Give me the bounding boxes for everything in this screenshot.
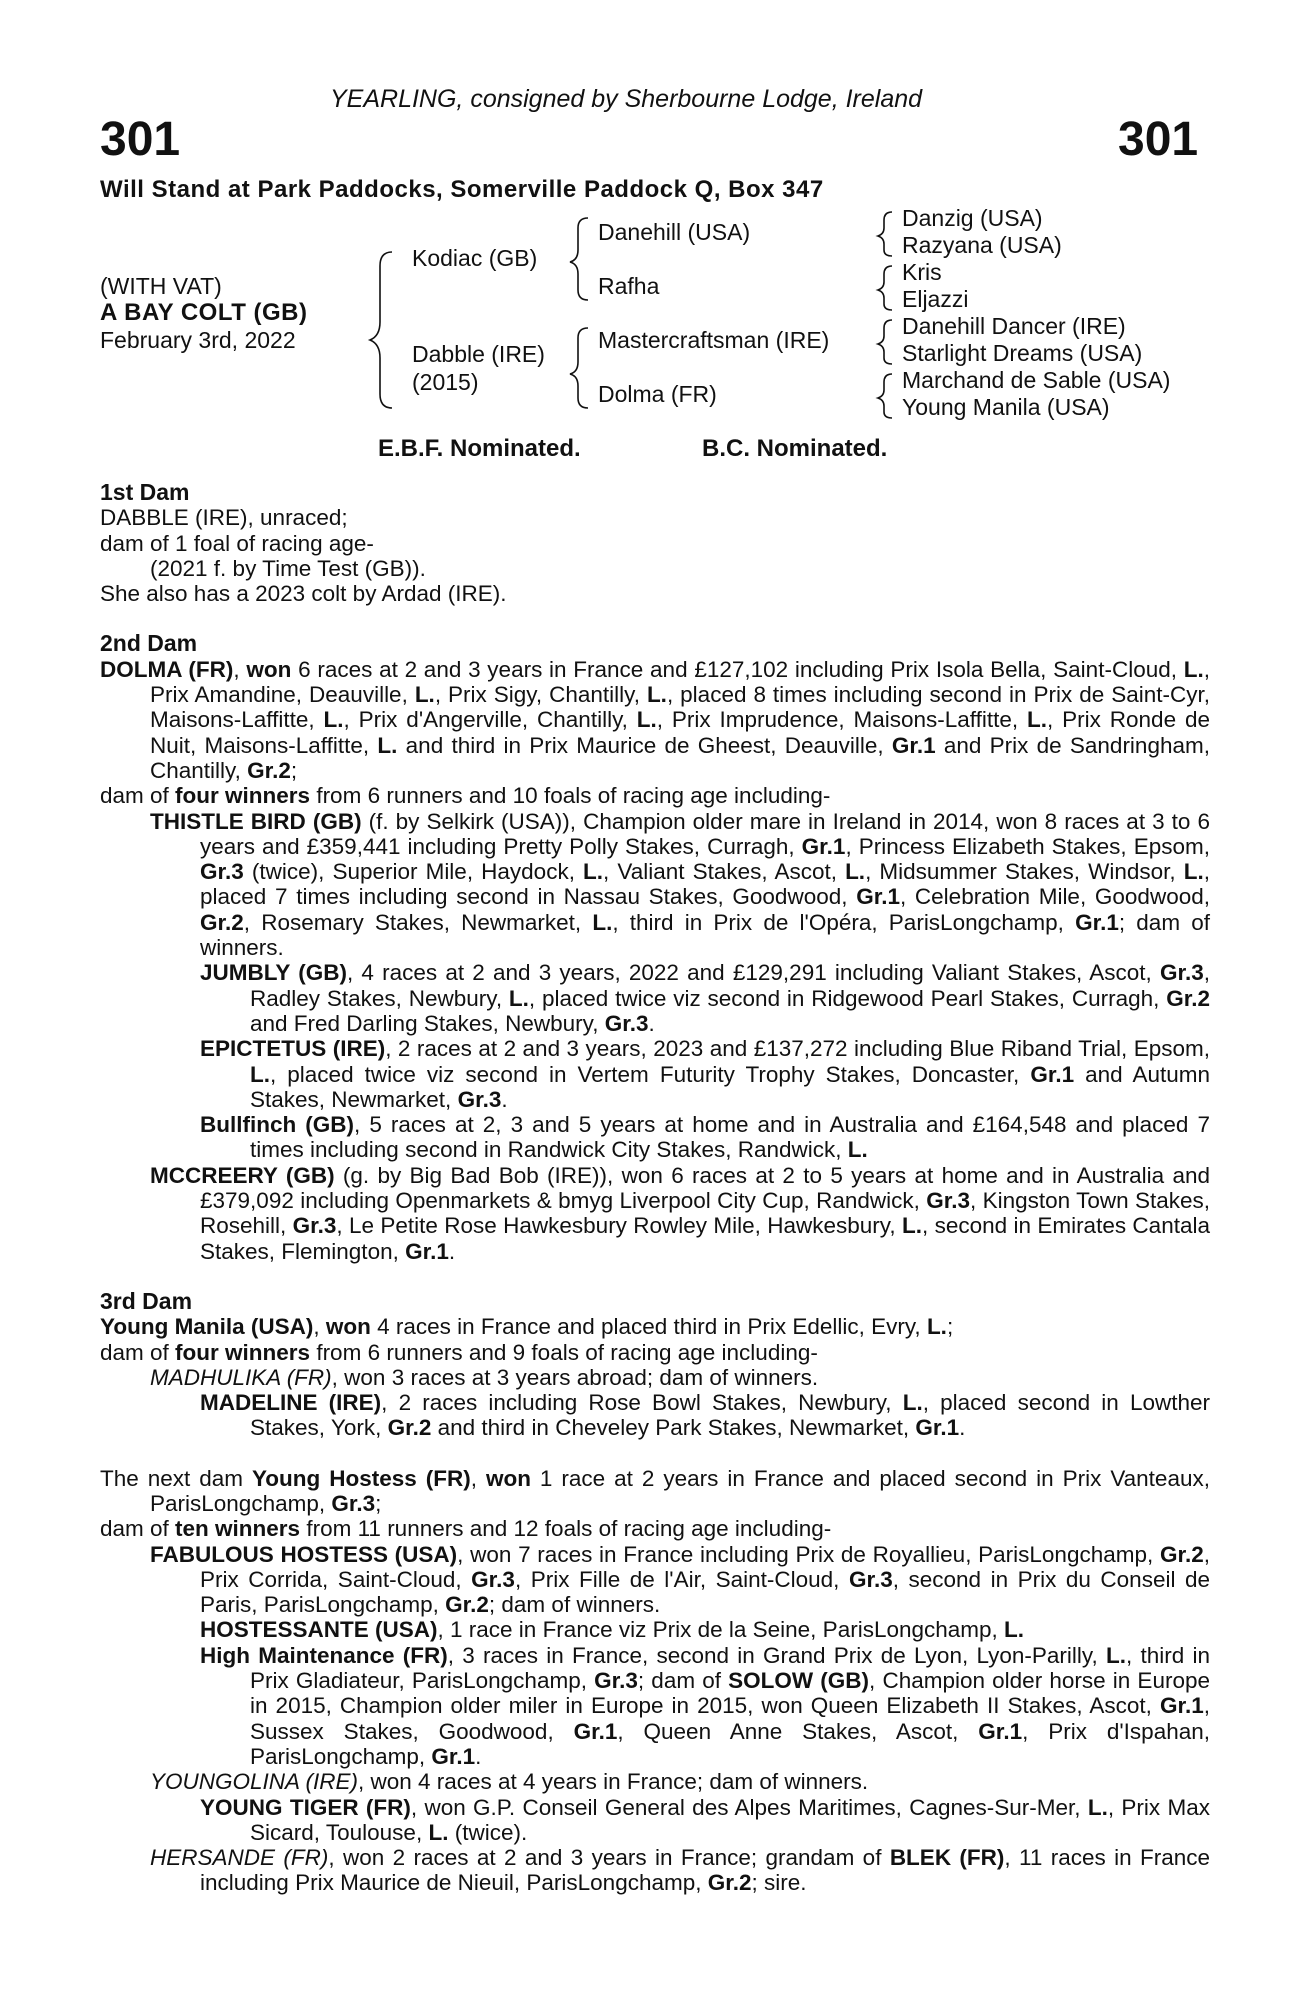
sire-dam: Rafha xyxy=(598,273,660,299)
sire: Kodiac (GB) xyxy=(412,245,538,271)
produce-entry: MADELINE (IRE), 2 races including Rose Bowl Stakes, Newbury, L., placed second in Lowther Stakes, York, Gr.2 and third in Cheveley Park Stakes, Newmarket, Gr.1. xyxy=(200,1390,1210,1441)
dam-sire: Mastercraftsman (IRE) xyxy=(598,327,830,353)
vat-note: (WITH VAT) xyxy=(100,273,222,299)
produce-entry: THISTLE BIRD (GB) (f. by Selkirk (USA)), Champion older mare in Ireland in 2014, won 8 races at 3 to 6 years and £359,441 including Pretty Polly Stakes, Curragh, Gr.1, Princess Elizabeth Stakes, Epsom, Gr.3 (twice), Superior Mile, Haydock, L., Valiant Stakes, Ascot, L., Midsummer Stakes, Windsor, L., placed 7 times including second in Nassau Stakes, Goodwood, Gr.1, Celebration Mile, Goodwood, Gr.2, Rosemary Stakes, Newmarket, L., third in Prix de l'Opéra, ParisLongchamp, Gr.1; dam of winners. xyxy=(150,808,1211,961)
ancestor-3: Kris xyxy=(902,259,942,285)
next-dam-section xyxy=(100,1466,1210,1896)
consignor-subtitle: YEARLING, consigned by Sherbourne Lodge, Ireland xyxy=(330,85,923,113)
dam-entry: Young Manila (USA), won 4 races in France and placed third in Prix Edellic, Evry, L.; xyxy=(100,1314,954,1340)
stand-location: Will Stand at Park Paddocks, Somerville Paddock Q, Box 347 xyxy=(100,176,824,203)
ancestor-2: Razyana (USA) xyxy=(902,232,1062,258)
dam-entry: The next dam Young Hostess (FR), won 1 race at 2 years in France and placed second in Prix Vanteaux, ParisLongchamp, Gr.3; xyxy=(100,1465,1210,1516)
produce-summary: dam of ten winners from 11 runners and 12 foals of racing age including- xyxy=(100,1516,832,1542)
produce-entry: EPICTETUS (IRE), 2 races at 2 and 3 years, 2023 and £137,272 including Blue Riband Trial, Epsom, L., placed twice viz second in Vertem Futurity Trophy Stakes, Doncaster, Gr.1 and Autumn Stakes, Newmarket, Gr.3. xyxy=(200,1036,1210,1112)
ancestor-7: Marchand de Sable (USA) xyxy=(902,367,1171,393)
lot-number-right: 301 xyxy=(1118,113,1199,166)
dam: Dabble (IRE) xyxy=(412,341,545,367)
produce-summary: dam of four winners from 6 runners and 9 foals of racing age including- xyxy=(100,1339,818,1365)
horse-name: A BAY COLT (GB) xyxy=(100,299,308,326)
bc-nomination: B.C. Nominated. xyxy=(702,435,888,462)
first-dam-line: dam of 1 foal of racing age- xyxy=(100,530,374,556)
produce-entry: MCCREERY (GB) (g. by Big Bad Bob (IRE)), won 6 races at 2 to 5 years at home and in Australia and £379,092 including Openmarkets & bmyg Liverpool City Cup, Randwick, Gr.3, Kingston Town Stakes, Rosehill, Gr.3, Le Petite Rose Hawkesbury Rowley Mile, Hawkesbury, L., second in Emirates Cantala Stakes, Flemington, Gr.1. xyxy=(150,1162,1210,1264)
ebf-nomination: E.B.F. Nominated. xyxy=(378,435,581,462)
third-dam-section xyxy=(100,1289,1210,1441)
produce-entry: HERSANDE (FR), won 2 races at 2 and 3 years in France; grandam of BLEK (FR), 11 races in France including Prix Maurice de Nieuil, ParisLongchamp, Gr.2; sire. xyxy=(150,1845,1211,1896)
ancestor-4: Eljazzi xyxy=(902,286,969,312)
produce-entry: HOSTESSANTE (USA), 1 race in France viz Prix de la Seine, ParisLongchamp, L. xyxy=(200,1617,1025,1643)
sire-sire: Danehill (USA) xyxy=(598,219,751,245)
ancestor-5: Danehill Dancer (IRE) xyxy=(902,313,1126,339)
dam-year: (2015) xyxy=(412,369,479,395)
ancestor-6: Starlight Dreams (USA) xyxy=(902,340,1143,366)
produce-entry: High Maintenance (FR), 3 races in France, second in Grand Prix de Lyon, Lyon-Parilly, L., third in Prix Gladiateur, ParisLongchamp, Gr.3; dam of SOLOW (GB), Champion older horse in Europe in 2015, Champion older miler in Europe in 2015, won Queen Elizabeth II Stakes, Ascot, Gr.1, Sussex Stakes, Goodwood, Gr.1, Queen Anne Stakes, Ascot, Gr.1, Prix d'Ispahan, ParisLongchamp, Gr.1. xyxy=(200,1642,1210,1769)
first-dam-line: DABBLE (IRE), unraced; xyxy=(100,505,348,531)
lot-number-left: 301 xyxy=(100,113,181,166)
produce-entry: Bullfinch (GB), 5 races at 2, 3 and 5 years at home and in Australia and £164,548 and placed 7 times including second in Randwick City Stakes, Randwick, L. xyxy=(200,1112,1210,1163)
second-dam-title: 2nd Dam xyxy=(100,630,198,657)
ancestor-1: Danzig (USA) xyxy=(902,205,1043,231)
first-dam-section xyxy=(100,480,1210,606)
third-dam-title: 3rd Dam xyxy=(100,1287,193,1314)
produce-entry: MADHULIKA (FR), won 3 races at 3 years abroad; dam of winners. xyxy=(150,1364,819,1390)
dam-entry: DOLMA (FR), won 6 races at 2 and 3 years in France and £127,102 including Prix Isola Bella, Saint-Cloud, L., Prix Amandine, Deauville, L., Prix Sigy, Chantilly, L., placed 8 times including second in Prix de Saint-Cyr, Maisons-Laffitte, L., Prix d'Angerville, Chantilly, L., Prix Imprudence, Maisons-Laffitte, L., Prix Ronde de Nuit, Maisons-Laffitte, L. and third in Prix Maurice de Gheest, Deauville, Gr.1 and Prix de Sandringham, Chantilly, Gr.2; xyxy=(100,656,1210,783)
pedigree-notes xyxy=(100,480,1210,1896)
produce-entry: YOUNGOLINA (IRE), won 4 races at 4 years in France; dam of winners. xyxy=(150,1769,869,1795)
produce-entry: YOUNG TIGER (FR), won G.P. Conseil General des Alpes Maritimes, Cagnes-Sur-Mer, L., Prix Max Sicard, Toulouse, L. (twice). xyxy=(200,1794,1210,1845)
produce-summary: dam of four winners from 6 runners and 10 foals of racing age including- xyxy=(100,783,831,809)
ancestor-8: Young Manila (USA) xyxy=(902,394,1110,420)
first-dam-title: 1st Dam xyxy=(100,479,190,505)
produce-entry: FABULOUS HOSTESS (USA), won 7 races in France including Prix de Royallieu, ParisLongchamp, Gr.2, Prix Corrida, Saint-Cloud, Gr.3, Prix Fille de l'Air, Saint-Cloud, Gr.3, second in Prix du Conseil de Paris, ParisLongchamp, Gr.2; dam of winners. xyxy=(150,1541,1210,1618)
dam-dam: Dolma (FR) xyxy=(598,381,717,407)
second-dam-section xyxy=(100,631,1210,1263)
first-dam-line: (2021 f. by Time Test (GB)). xyxy=(150,555,426,581)
produce-entry: JUMBLY (GB), 4 races at 2 and 3 years, 2022 and £129,291 including Valiant Stakes, Ascot, Gr.3, Radley Stakes, Newbury, L., placed twice viz second in Ridgewood Pearl Stakes, Curragh, Gr.2 and Fred Darling Stakes, Newbury, Gr.3. xyxy=(200,960,1210,1036)
foaling-date: February 3rd, 2022 xyxy=(100,327,296,353)
first-dam-line: She also has a 2023 colt by Ardad (IRE). xyxy=(100,581,507,607)
